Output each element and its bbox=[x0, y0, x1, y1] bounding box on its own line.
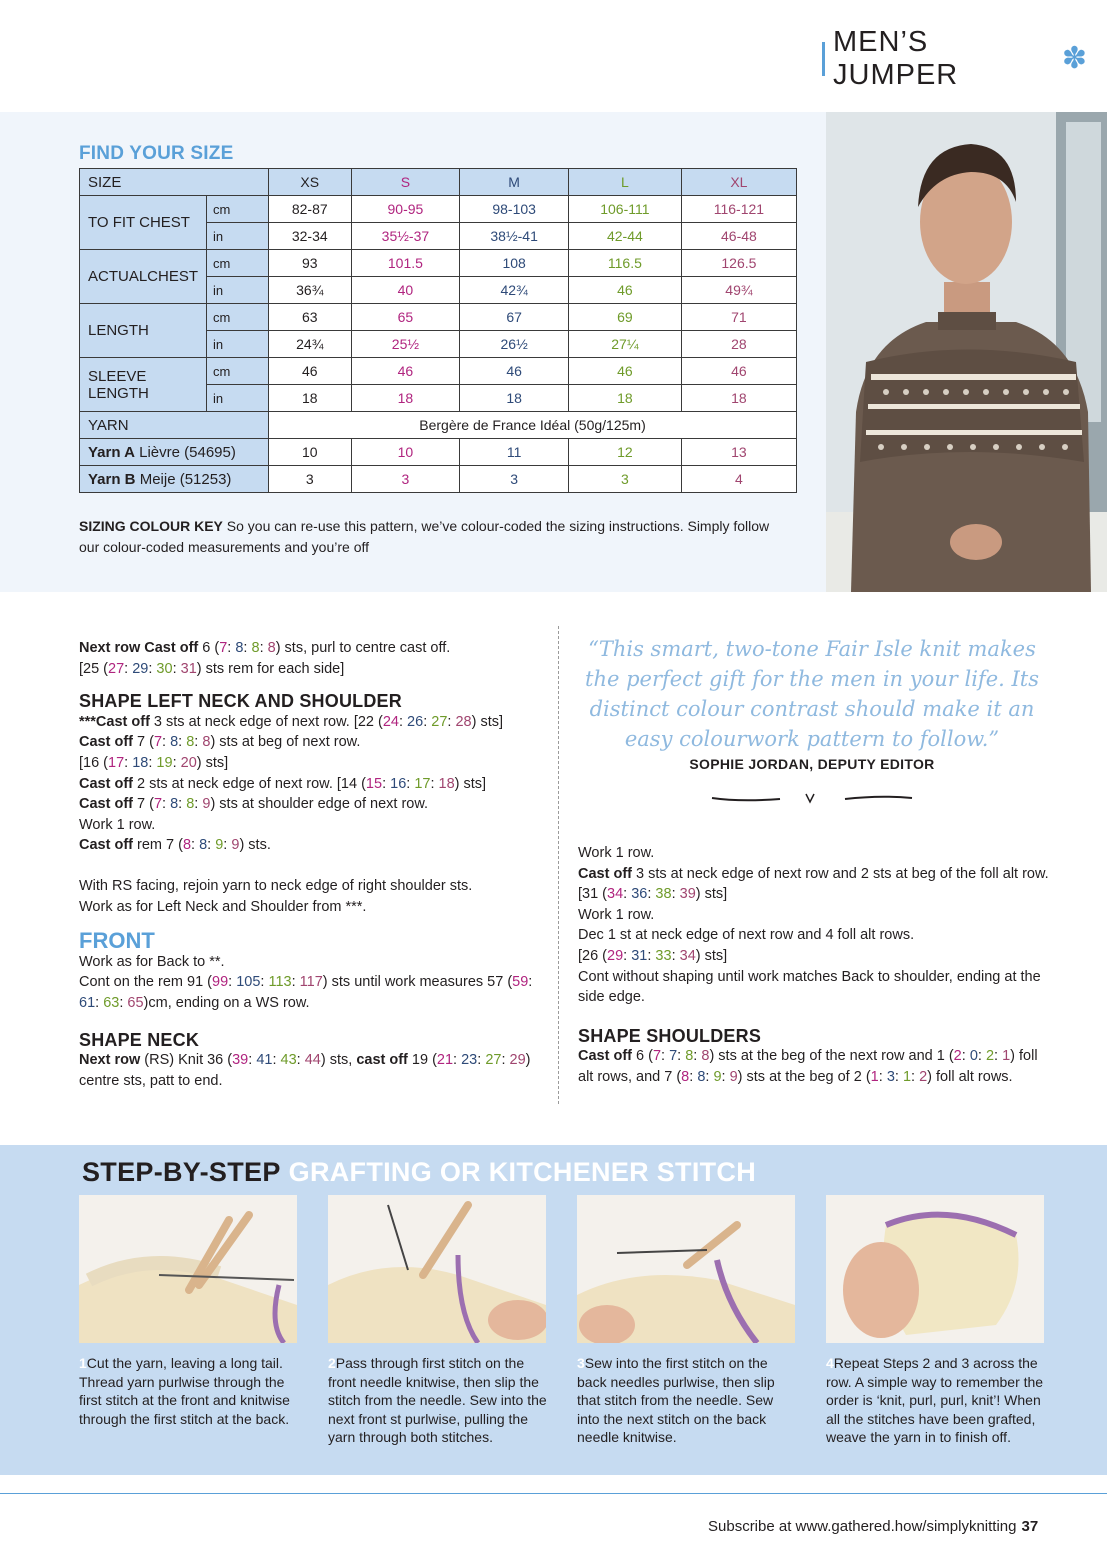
yarn-b-s: 3 bbox=[351, 466, 460, 493]
instruction-line: Cont without shaping until work matches Back to shoulder, ending at the side edge. bbox=[578, 968, 1041, 1006]
measure-value-s: 25½ bbox=[351, 331, 460, 358]
unit-label: in bbox=[207, 385, 269, 412]
measure-label: TO FIT CHEST bbox=[80, 196, 207, 250]
unit-label: in bbox=[207, 277, 269, 304]
measure-value-m: 42¾ bbox=[460, 277, 569, 304]
size-heading: FIND YOUR SIZE bbox=[79, 143, 234, 164]
sts-rem: [25 (27: 29: 30: 31) sts rem for each side] bbox=[79, 660, 345, 677]
measure-value-xs: 18 bbox=[269, 385, 352, 412]
left-column bbox=[79, 638, 549, 1091]
table-row bbox=[80, 250, 797, 277]
instruction-line: Cast off rem 7 (8: 8: 9: 9) sts. bbox=[79, 837, 271, 854]
footer bbox=[708, 1518, 1038, 1535]
yarn-b-l: 3 bbox=[568, 466, 681, 493]
yarn-label: YARN bbox=[80, 412, 269, 439]
measure-value-xs: 36¾ bbox=[269, 277, 352, 304]
subscribe-link[interactable]: Subscribe at www.gathered.how/simplyknitting bbox=[708, 1518, 1017, 1535]
measure-value-s: 101.5 bbox=[351, 250, 460, 277]
measure-value-s: 18 bbox=[351, 385, 460, 412]
section-tab bbox=[822, 26, 1087, 91]
instruction-line: Work as for Left Neck and Shoulder from ***. bbox=[79, 898, 367, 915]
step-1-caption: 1Cut the yarn, leaving a long tail. Thread yarn purlwise through the first stitch at the front and knitwise through the first stitch at the back. bbox=[79, 1355, 290, 1427]
instruction-line: Cast off 6 (7: 7: 8: 8) sts at the beg of the next row and 1 (2: 0: 2: 1) foll alt rows, and 7 (8: 8: 9: 9) sts at the beg of 2 (1: 3: 1: 2) foll alt rows. bbox=[578, 1048, 1038, 1085]
measure-value-m: 67 bbox=[460, 304, 569, 331]
unit-label: cm bbox=[207, 250, 269, 277]
measure-label: LENGTH bbox=[80, 304, 207, 358]
measure-value-xl: 18 bbox=[681, 385, 796, 412]
measure-value-s: 40 bbox=[351, 277, 460, 304]
right-column bbox=[578, 843, 1053, 1088]
signature-flourish bbox=[710, 790, 915, 806]
size-table bbox=[79, 168, 797, 493]
measure-value-m: 26½ bbox=[460, 331, 569, 358]
instruction-line: Work as for Back to **. bbox=[79, 953, 225, 970]
measure-value-l: 27¼ bbox=[568, 331, 681, 358]
size-xl: XL bbox=[681, 169, 796, 196]
yarn-a-xl: 13 bbox=[681, 439, 796, 466]
measure-label: ACTUALCHEST bbox=[80, 250, 207, 304]
measure-value-l: 116.5 bbox=[568, 250, 681, 277]
table-row bbox=[80, 196, 797, 223]
unit-label: in bbox=[207, 331, 269, 358]
column-divider bbox=[558, 626, 559, 1104]
measure-value-xl: 46-48 bbox=[681, 223, 796, 250]
measure-value-l: 42-44 bbox=[568, 223, 681, 250]
unit-label: cm bbox=[207, 358, 269, 385]
yarn-a-m: 11 bbox=[460, 439, 569, 466]
measure-value-m: 18 bbox=[460, 385, 569, 412]
measure-value-s: 35½-37 bbox=[351, 223, 460, 250]
table-row bbox=[80, 358, 797, 385]
measure-value-xl: 46 bbox=[681, 358, 796, 385]
measure-value-xl: 71 bbox=[681, 304, 796, 331]
steps-subheading: GRAFTING OR KITCHENER STITCH bbox=[288, 1157, 757, 1187]
steps-heading: STEP-BY-STEP GRAFTING OR KITCHENER STITCH bbox=[82, 1157, 757, 1187]
shape-neck-heading: SHAPE NECK bbox=[79, 1029, 200, 1050]
unit-label: cm bbox=[207, 304, 269, 331]
unit-label: cm bbox=[207, 196, 269, 223]
measure-value-m: 108 bbox=[460, 250, 569, 277]
instruction-line: Cast off 2 sts at neck edge of next row. [14 (15: 16: 17: 18) sts] bbox=[79, 775, 487, 792]
table-row bbox=[80, 304, 797, 331]
next-row-cast-off: Next row Cast off 6 (7: 8: 8: 8) sts, purl to centre cast off. bbox=[79, 640, 451, 656]
step-4-photo bbox=[826, 1195, 1044, 1343]
unit-label: in bbox=[207, 223, 269, 250]
measure-value-s: 90-95 bbox=[351, 196, 460, 223]
instruction-line: Dec 1 st at neck edge of next row and 4 foll alt rows. bbox=[578, 927, 915, 944]
sizing-colour-key: SIZING COLOUR KEY So you can re-use this pattern, we’ve colour-coded the sizing instructions. Simply follow our colour-coded measurements and you’re off bbox=[79, 518, 770, 555]
yarn-a-label: Yarn A Lièvre (54695) bbox=[80, 439, 269, 466]
yarn-b-m: 3 bbox=[460, 466, 569, 493]
instruction-line: Cast off 3 sts at neck edge of next row and 2 sts at beg of the foll alt row. [31 (34: 36: 38: 39) sts] bbox=[578, 865, 1049, 903]
yarn-b-xl: 4 bbox=[681, 466, 796, 493]
footer-rule bbox=[0, 1493, 1107, 1494]
yarn-b-label: Yarn B Meije (51253) bbox=[80, 466, 269, 493]
size-l: L bbox=[568, 169, 681, 196]
size-label: SIZE bbox=[80, 169, 269, 196]
yarn-a-xs: 10 bbox=[269, 439, 352, 466]
front-heading: FRONT bbox=[79, 928, 155, 954]
measure-value-l: 46 bbox=[568, 358, 681, 385]
table-row bbox=[80, 412, 797, 439]
size-s: S bbox=[351, 169, 460, 196]
instruction-line: Cast off 7 (7: 8: 8: 8) sts at beg of next row. bbox=[79, 734, 361, 751]
measure-value-l: 18 bbox=[568, 385, 681, 412]
flower-icon: ✽ bbox=[1061, 42, 1087, 75]
step-3-caption: 3Sew into the first stitch on the back needles purlwise, then slip that stitch from the needle. Sew into the next stitch on the back needle knitwise. bbox=[577, 1355, 775, 1446]
size-m: M bbox=[460, 169, 569, 196]
step-3-photo bbox=[577, 1195, 795, 1343]
quote-author: SOPHIE JORDAN, DEPUTY EDITOR bbox=[689, 756, 935, 772]
size-xs: XS bbox=[269, 169, 352, 196]
instruction-line: ***Cast off 3 sts at neck edge of next row. [22 (24: 26: 27: 28) sts] bbox=[79, 713, 504, 730]
measure-value-xl: 116-121 bbox=[681, 196, 796, 223]
instruction-line: [16 (17: 18: 19: 20) sts] bbox=[79, 754, 229, 771]
measure-label: SLEEVE LENGTH bbox=[80, 358, 207, 412]
measure-value-xs: 24¾ bbox=[269, 331, 352, 358]
instruction-line: Work 1 row. bbox=[578, 845, 655, 861]
instruction-line: Cont on the rem 91 (99: 105: 113: 117) sts until work measures 57 (59: 61: 63: 65)cm, ending on a WS row. bbox=[79, 974, 533, 1011]
measure-value-m: 46 bbox=[460, 358, 569, 385]
measure-value-xs: 82-87 bbox=[269, 196, 352, 223]
table-row bbox=[80, 169, 797, 196]
measure-value-l: 46 bbox=[568, 277, 681, 304]
measure-value-m: 38½-41 bbox=[460, 223, 569, 250]
measure-value-xs: 63 bbox=[269, 304, 352, 331]
instruction-line: Work 1 row. bbox=[578, 906, 655, 923]
yarn-b-xs: 3 bbox=[269, 466, 352, 493]
measure-value-xs: 32-34 bbox=[269, 223, 352, 250]
shape-left-neck-heading: SHAPE LEFT NECK AND SHOULDER bbox=[79, 691, 402, 712]
yarn-a-l: 12 bbox=[568, 439, 681, 466]
table-row bbox=[80, 466, 797, 493]
measure-value-l: 69 bbox=[568, 304, 681, 331]
instruction-line: Cast off 7 (7: 8: 8: 9) sts at shoulder edge of next row. bbox=[79, 796, 429, 813]
step-4-caption: 4Repeat Steps 2 and 3 across the row. A simple way to remember the order is ‘knit, purl, purl, knit’! When all the stitches have been grafted, weave the yarn in to finish off. bbox=[826, 1355, 1044, 1446]
measure-value-xs: 46 bbox=[269, 358, 352, 385]
measure-value-xs: 93 bbox=[269, 250, 352, 277]
step-2-caption: 2Pass through first stitch on the front needle knitwise, then slip the stitch from the needle. Sew into the next front st purlwise, pulling the yarn through both stitches. bbox=[328, 1355, 547, 1446]
measure-value-l: 106-111 bbox=[568, 196, 681, 223]
measure-value-xl: 49¾ bbox=[681, 277, 796, 304]
step-2-photo bbox=[328, 1195, 546, 1343]
instruction-line: With RS facing, rejoin yarn to neck edge of right shoulder sts. bbox=[79, 877, 473, 894]
measure-value-m: 98-103 bbox=[460, 196, 569, 223]
yarn-value: Bergère de France Idéal (50g/125m) bbox=[269, 412, 797, 439]
section-title: MEN’S JUMPER bbox=[833, 26, 959, 91]
yarn-a-s: 10 bbox=[351, 439, 460, 466]
page-number: 37 bbox=[1021, 1518, 1039, 1535]
instruction-line: Next row (RS) Knit 36 (39: 41: 43: 44) sts, cast off 19 (21: 23: 27: 29) centre sts, patt to end. bbox=[79, 1052, 531, 1089]
instruction-line: Work 1 row. bbox=[79, 816, 156, 833]
table-row bbox=[80, 439, 797, 466]
measure-value-xl: 126.5 bbox=[681, 250, 796, 277]
measure-value-s: 65 bbox=[351, 304, 460, 331]
measure-value-xl: 28 bbox=[681, 331, 796, 358]
pull-quote: “This smart, two-tone Fair Isle knit makes the perfect gift for the men in your life. Its distinct colour contrast should make it an easy colourwork pattern to follow.” bbox=[585, 637, 1039, 751]
shape-shoulders-heading: SHAPE SHOULDERS bbox=[578, 1025, 762, 1046]
instruction-line: [26 (29: 31: 33: 34) sts] bbox=[578, 947, 728, 964]
measure-value-s: 46 bbox=[351, 358, 460, 385]
model-photo bbox=[826, 112, 1107, 592]
step-1-photo bbox=[79, 1195, 297, 1343]
